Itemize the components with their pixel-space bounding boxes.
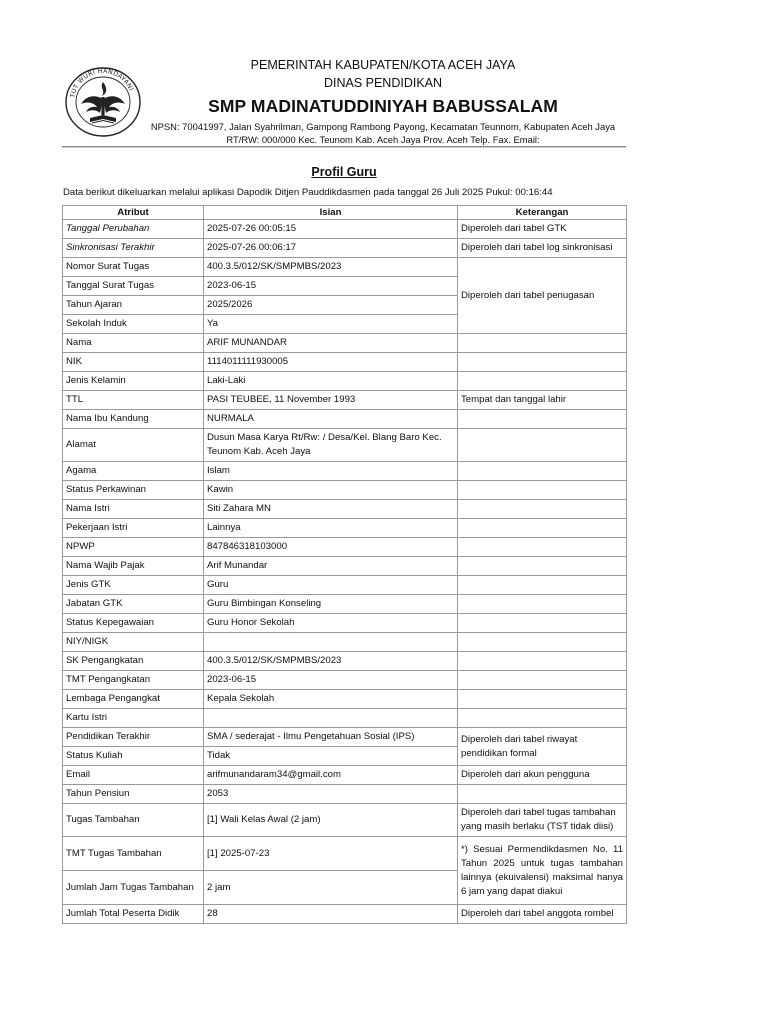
value-cell: 2023-06-15 <box>204 671 458 690</box>
note-cell: Diperoleh dari tabel anggota rombel <box>458 905 627 924</box>
attr-cell: Kartu Istri <box>63 709 204 728</box>
attr-cell: Jenis GTK <box>63 576 204 595</box>
attr-cell: Nama Istri <box>63 500 204 519</box>
table-row <box>63 804 627 837</box>
note-cell <box>458 519 627 538</box>
table-row <box>63 728 627 747</box>
note-cell <box>458 353 627 372</box>
table-row <box>63 709 627 728</box>
attr-cell: Email <box>63 766 204 785</box>
header-divider <box>62 146 626 148</box>
note-cell <box>458 709 627 728</box>
value-cell: NURMALA <box>204 410 458 429</box>
note-cell <box>458 652 627 671</box>
value-cell: Guru Honor Sekolah <box>204 614 458 633</box>
table-row <box>63 519 627 538</box>
value-cell: Tidak <box>204 747 458 766</box>
note-cell <box>458 462 627 481</box>
attr-cell: Jenis Kelamin <box>63 372 204 391</box>
value-cell: [1] Wali Kelas Awal (2 jam) <box>204 804 458 837</box>
value-cell: SMA / sederajat - Ilmu Pengetahuan Sosial (IPS) <box>204 728 458 747</box>
attr-cell: Status Kuliah <box>63 747 204 766</box>
note-cell: Diperoleh dari tabel penugasan <box>458 258 627 334</box>
attr-cell: Jumlah Total Peserta Didik <box>63 905 204 924</box>
value-cell: 1114011111930005 <box>204 353 458 372</box>
tut-wuri-handayani-logo <box>64 66 142 138</box>
attr-cell: Agama <box>63 462 204 481</box>
value-cell <box>204 709 458 728</box>
value-cell: 400.3.5/012/SK/SMPMBS/2023 <box>204 258 458 277</box>
table-row <box>63 353 627 372</box>
column-header-isian: Isian <box>204 206 458 220</box>
table-row <box>63 500 627 519</box>
attr-cell: Nomor Surat Tugas <box>63 258 204 277</box>
note-cell: Tempat dan tanggal lahir <box>458 391 627 410</box>
logo-motto: TUT WURI HANDAYANI <box>69 67 135 99</box>
note-cell: Diperoleh dari akun pengguna <box>458 766 627 785</box>
attr-cell: Tahun Ajaran <box>63 296 204 315</box>
table-row <box>63 538 627 557</box>
table-row <box>63 410 627 429</box>
value-cell: Guru Bimbingan Konseling <box>204 595 458 614</box>
value-cell: Kepala Sekolah <box>204 690 458 709</box>
department-name: DINAS PENDIDIKAN <box>323 76 443 90</box>
attr-cell: Nama Wajib Pajak <box>63 557 204 576</box>
attr-cell: Jumlah Jam Tugas Tambahan <box>63 871 204 905</box>
attr-cell: Lembaga Pengangkat <box>63 690 204 709</box>
value-cell: Guru <box>204 576 458 595</box>
table-header-row <box>63 206 627 220</box>
table-row <box>63 614 627 633</box>
attr-cell: Sinkronisasi Terakhir <box>63 239 204 258</box>
value-cell: 2025-07-26 00:05:15 <box>204 220 458 239</box>
value-cell: Dusun Masa Karya Rt/Rw: / Desa/Kel. Blang Baro Kec. Teunom Kab. Aceh Jaya <box>204 429 458 462</box>
value-cell: Kawin <box>204 481 458 500</box>
column-header-atribut: Atribut <box>63 206 204 220</box>
attr-cell: Sekolah Induk <box>63 315 204 334</box>
value-cell: 2025-07-26 00:06:17 <box>204 239 458 258</box>
attr-cell: Tanggal Perubahan <box>63 220 204 239</box>
note-cell <box>458 785 627 804</box>
note-cell <box>458 633 627 652</box>
note-cell: Diperoleh dari tabel riwayat pendidikan formal <box>458 728 627 766</box>
school-address-line-2: RT/RW: 000/000 Kec. Teunom Kab. Aceh Jaya Prov. Aceh Telp. Fax. Email: <box>226 133 540 145</box>
attr-cell: Nama <box>63 334 204 353</box>
table-row <box>63 429 627 462</box>
attr-cell: Status Kepegawaian <box>63 614 204 633</box>
attr-cell: Nama Ibu Kandung <box>63 410 204 429</box>
table-row <box>63 766 627 785</box>
value-cell: Arif Munandar <box>204 557 458 576</box>
table-row <box>63 462 627 481</box>
table-row <box>63 239 627 258</box>
value-cell: 2025/2026 <box>204 296 458 315</box>
attr-cell: Pekerjaan Istri <box>63 519 204 538</box>
value-cell: PASI TEUBEE, 11 November 1993 <box>204 391 458 410</box>
value-cell: Laki-Laki <box>204 372 458 391</box>
document-title-text: Profil Guru <box>311 165 377 179</box>
attr-cell: NPWP <box>63 538 204 557</box>
note-cell <box>458 595 627 614</box>
note-cell <box>458 500 627 519</box>
value-cell: arifmunandaram34@gmail.com <box>204 766 458 785</box>
school-name: SMP MADINATUDDINIYAH BABUSSALAM <box>208 96 558 116</box>
table-row <box>63 785 627 804</box>
attr-cell: Pendidikan Terakhir <box>63 728 204 747</box>
attr-cell: TMT Pengangkatan <box>63 671 204 690</box>
table-row <box>63 905 627 924</box>
note-cell: *) Sesuai Permendikdasmen No. 11 Tahun 2025 untuk tugas tambahan lainnya (ekuivalensi) maksimal hanya 6 jam yang dapat diakui <box>458 837 627 905</box>
table-row <box>63 557 627 576</box>
table-row <box>63 633 627 652</box>
value-cell: 2053 <box>204 785 458 804</box>
table-row <box>63 372 627 391</box>
attr-cell: Tugas Tambahan <box>63 804 204 837</box>
value-cell: 2023-06-15 <box>204 277 458 296</box>
value-cell: Lainnya <box>204 519 458 538</box>
note-cell: Diperoleh dari tabel GTK <box>458 220 627 239</box>
note-cell <box>458 671 627 690</box>
table-row <box>63 220 627 239</box>
value-cell: Islam <box>204 462 458 481</box>
note-cell: Diperoleh dari tabel tugas tambahan yang masih berlaku (TST tidak diisi) <box>458 804 627 837</box>
table-row <box>63 576 627 595</box>
table-row <box>63 595 627 614</box>
intro-text: Data berikut dikeluarkan melalui aplikasi Dapodik Ditjen Pauddikdasmen pada tanggal 26 Juli 2025 Pukul: 00:16:44 <box>63 187 553 198</box>
document-title <box>62 165 626 179</box>
value-cell <box>204 633 458 652</box>
note-cell <box>458 372 627 391</box>
note-cell <box>458 334 627 353</box>
attr-cell: SK Pengangkatan <box>63 652 204 671</box>
value-cell: Ya <box>204 315 458 334</box>
value-cell: ARIF MUNANDAR <box>204 334 458 353</box>
table-row <box>63 837 627 871</box>
table-row <box>63 690 627 709</box>
attr-cell: Alamat <box>63 429 204 462</box>
note-cell <box>458 557 627 576</box>
attr-cell: TTL <box>63 391 204 410</box>
note-cell <box>458 410 627 429</box>
note-cell <box>458 614 627 633</box>
attr-cell: Tanggal Surat Tugas <box>63 277 204 296</box>
table-row <box>63 334 627 353</box>
column-header-keterangan: Keterangan <box>458 206 627 220</box>
attr-cell: Tahun Pensiun <box>63 785 204 804</box>
note-cell <box>458 576 627 595</box>
attr-cell: NIK <box>63 353 204 372</box>
letterhead <box>140 57 626 146</box>
school-address-line-1: NPSN: 70041997, Jalan Syahrilman, Gampong Rambong Payong, Kecamatan Teunnom, Kabupaten Aceh Jaya <box>150 121 616 132</box>
note-cell: Diperoleh dari tabel log sinkronisasi <box>458 239 627 258</box>
value-cell: Siti Zahara MN <box>204 500 458 519</box>
value-cell: [1] 2025-07-23 <box>204 837 458 871</box>
value-cell: 28 <box>204 905 458 924</box>
table-row <box>63 481 627 500</box>
value-cell: 847846318103000 <box>204 538 458 557</box>
attr-cell: Jabatan GTK <box>63 595 204 614</box>
note-cell <box>458 429 627 462</box>
value-cell: 400.3.5/012/SK/SMPMBS/2023 <box>204 652 458 671</box>
note-cell <box>458 481 627 500</box>
teacher-profile-table <box>62 205 627 924</box>
value-cell: 2 jam <box>204 871 458 905</box>
table-row <box>63 258 627 277</box>
table-row <box>63 652 627 671</box>
attr-cell: NIY/NIGK <box>63 633 204 652</box>
table-row <box>63 391 627 410</box>
table-row <box>63 671 627 690</box>
attr-cell: TMT Tugas Tambahan <box>63 837 204 871</box>
attr-cell: Status Perkawinan <box>63 481 204 500</box>
note-cell <box>458 690 627 709</box>
government-name: PEMERINTAH KABUPATEN/KOTA ACEH JAYA <box>250 58 516 72</box>
note-cell <box>458 538 627 557</box>
